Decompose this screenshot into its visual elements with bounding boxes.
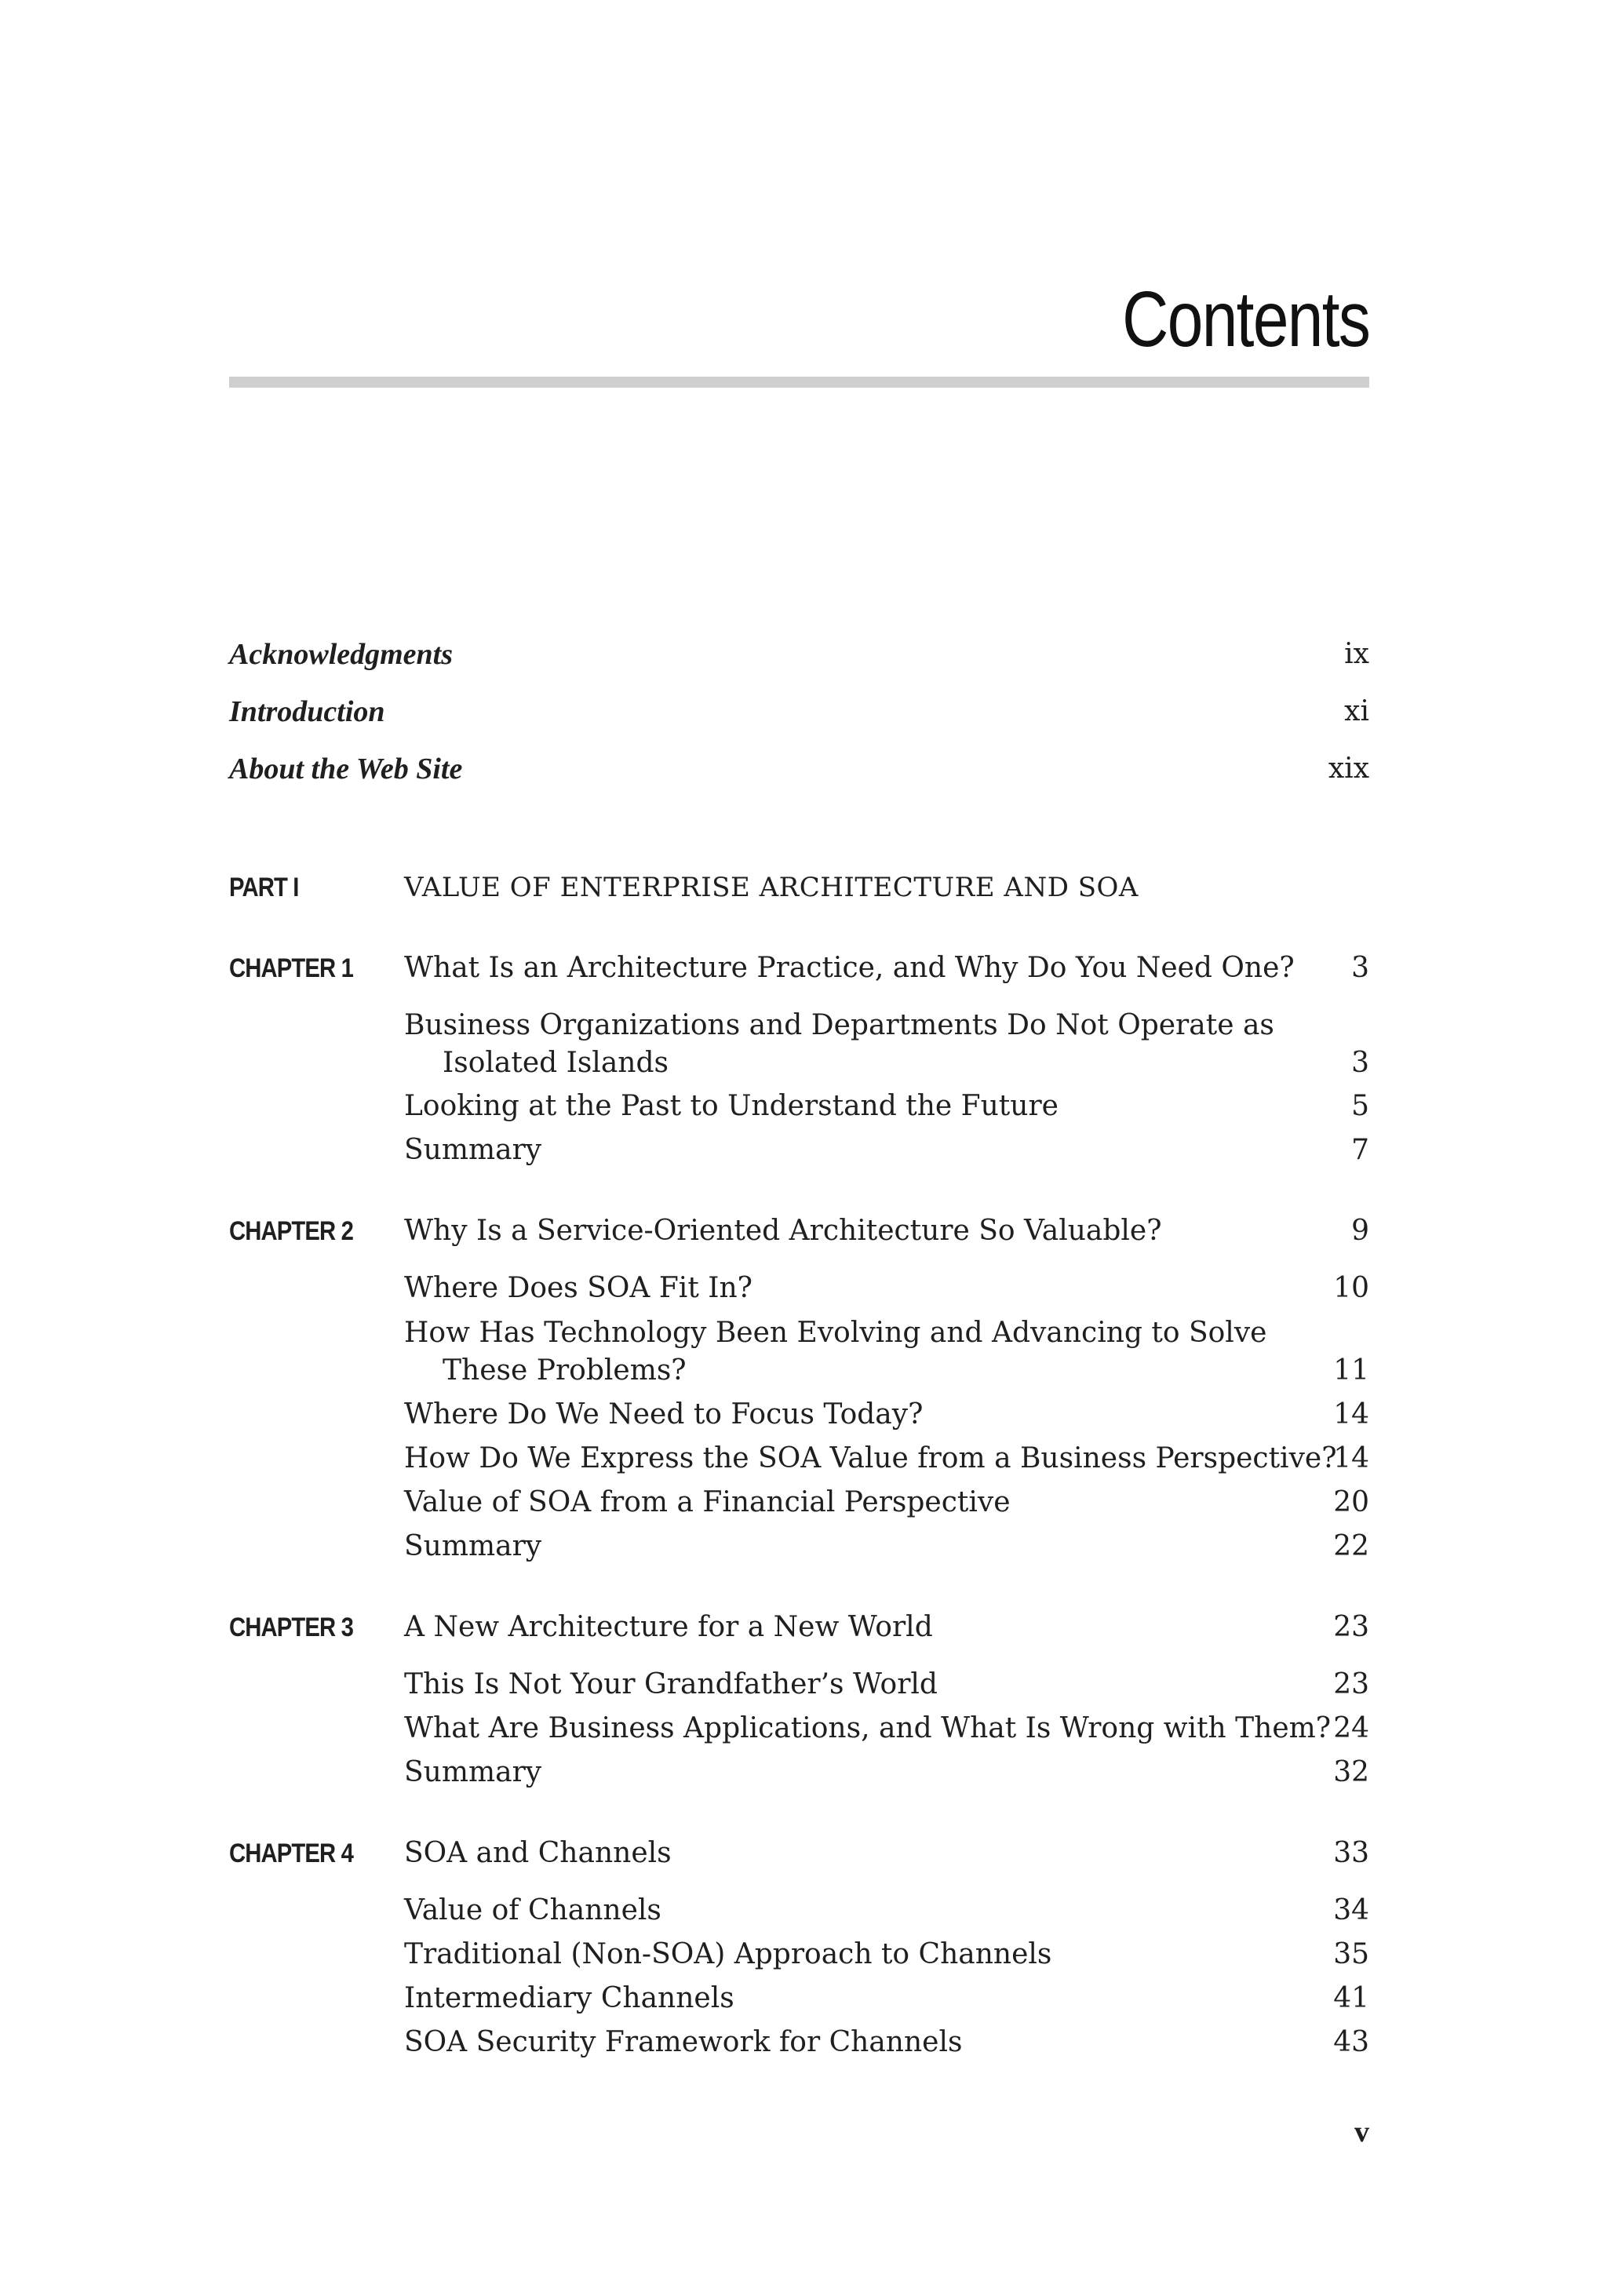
section-title-continued: These Problems? bbox=[443, 1354, 687, 1387]
toc-section-entry[interactable] bbox=[229, 1887, 1369, 1934]
toc-section-entry[interactable] bbox=[229, 1127, 1369, 1174]
chapter-title: SOA and Channels bbox=[404, 1837, 672, 1869]
page-number: 14 bbox=[1333, 1442, 1369, 1474]
section-title: Value of SOA from a Financial Perspective bbox=[404, 1486, 1011, 1518]
page-number: 3 bbox=[1351, 1047, 1369, 1079]
chapter-label: CHAPTER 4 bbox=[229, 1839, 353, 1868]
section-title: Where Do We Need to Focus Today? bbox=[404, 1398, 924, 1430]
page-number: 23 bbox=[1333, 1611, 1369, 1643]
page-number: ix bbox=[1344, 638, 1369, 670]
toc-chapter-entry[interactable] bbox=[229, 1208, 1369, 1255]
title-rule bbox=[229, 377, 1369, 388]
section-title: How Do We Express the SOA Value from a Business Perspective? bbox=[404, 1442, 1337, 1474]
toc-section-entry[interactable] bbox=[229, 1975, 1369, 2022]
page-number: 9 bbox=[1351, 1215, 1369, 1247]
page-number: 34 bbox=[1333, 1894, 1369, 1926]
page-number: 32 bbox=[1333, 1756, 1369, 1788]
page-number: 43 bbox=[1333, 2026, 1369, 2058]
section-title-continued: Isolated Islands bbox=[443, 1047, 669, 1079]
toc-section-entry[interactable] bbox=[229, 1391, 1369, 1438]
section-title: Where Does SOA Fit In? bbox=[404, 1272, 752, 1304]
toc-chapter-entry[interactable] bbox=[229, 1604, 1369, 1651]
chapter-title: Why Is a Service-Oriented Architecture So Valuable? bbox=[404, 1215, 1162, 1247]
page-number: 41 bbox=[1333, 1982, 1369, 2014]
page-folio: v bbox=[1354, 2116, 1369, 2148]
section-title: Summary bbox=[404, 1134, 542, 1166]
section-title: Value of Channels bbox=[404, 1894, 661, 1926]
page-number: 22 bbox=[1333, 1530, 1369, 1562]
page-number: 11 bbox=[1333, 1354, 1369, 1387]
toc-front-matter-entry[interactable] bbox=[229, 745, 1369, 793]
section-title: Business Organizations and Departments Do Not Operate as bbox=[404, 1009, 1274, 1041]
page-number: 35 bbox=[1333, 1938, 1369, 1970]
toc-chapter-entry[interactable] bbox=[229, 1830, 1369, 1877]
section-title: Summary bbox=[404, 1530, 542, 1562]
toc-section-entry-continued[interactable] bbox=[229, 1040, 1369, 1087]
front-matter-label: Introduction bbox=[229, 695, 385, 728]
chapter-title: A New Architecture for a New World bbox=[404, 1611, 933, 1643]
page-number: 5 bbox=[1351, 1090, 1369, 1122]
toc-section-entry[interactable] bbox=[229, 1523, 1369, 1570]
front-matter-label: Acknowledgments bbox=[229, 638, 454, 671]
section-title: How Has Technology Been Evolving and Advancing to Solve bbox=[404, 1317, 1267, 1349]
front-matter-label: About the Web Site bbox=[229, 753, 463, 785]
toc-section-entry[interactable] bbox=[229, 1705, 1369, 1752]
page-number: 24 bbox=[1333, 1712, 1369, 1744]
toc-section-entry[interactable] bbox=[229, 1265, 1369, 1312]
chapter-label: CHAPTER 3 bbox=[229, 1613, 353, 1642]
toc-section-entry-continued[interactable] bbox=[229, 1347, 1369, 1394]
part-title: VALUE OF ENTERPRISE ARCHITECTURE AND SOA bbox=[404, 872, 1139, 903]
toc-chapter-entry[interactable] bbox=[229, 945, 1369, 992]
section-title: SOA Security Framework for Channels bbox=[404, 2026, 963, 2058]
section-title: What Are Business Applications, and What Is Wrong with Them? bbox=[404, 1712, 1332, 1744]
page-number: xix bbox=[1328, 753, 1369, 785]
section-title: Intermediary Channels bbox=[404, 1982, 734, 2014]
toc-section-entry[interactable] bbox=[229, 1083, 1369, 1130]
section-title: Looking at the Past to Understand the Future bbox=[404, 1090, 1059, 1122]
page-number: xi bbox=[1344, 695, 1369, 727]
chapter-title: What Is an Architecture Practice, and Why Do You Need One? bbox=[404, 952, 1295, 984]
chapter-label: CHAPTER 2 bbox=[229, 1216, 353, 1246]
page-title: Contents bbox=[1121, 275, 1369, 363]
page-number: 7 bbox=[1351, 1134, 1369, 1166]
toc-section-entry[interactable] bbox=[229, 1435, 1369, 1482]
toc-section-entry[interactable] bbox=[229, 1661, 1369, 1708]
toc-section-entry[interactable] bbox=[229, 1931, 1369, 1978]
page-number: 23 bbox=[1333, 1668, 1369, 1700]
toc-section-entry[interactable] bbox=[229, 1479, 1369, 1526]
section-title: This Is Not Your Grandfather’s World bbox=[404, 1668, 938, 1700]
page-number: 20 bbox=[1333, 1486, 1369, 1518]
toc-section-entry[interactable] bbox=[229, 1749, 1369, 1796]
toc-front-matter-entry[interactable] bbox=[229, 688, 1369, 735]
toc-section-entry[interactable] bbox=[229, 2019, 1369, 2066]
chapter-label: CHAPTER 1 bbox=[229, 953, 353, 983]
part-label: PART I bbox=[229, 873, 299, 902]
page-number: 14 bbox=[1333, 1398, 1369, 1430]
page-number: 33 bbox=[1333, 1837, 1369, 1869]
section-title: Traditional (Non-SOA) Approach to Channels bbox=[404, 1938, 1052, 1970]
toc-part-heading bbox=[229, 864, 1369, 911]
page-number: 3 bbox=[1351, 952, 1369, 984]
toc-front-matter-entry[interactable] bbox=[229, 631, 1369, 678]
page-number: 10 bbox=[1333, 1272, 1369, 1304]
section-title: Summary bbox=[404, 1756, 542, 1788]
